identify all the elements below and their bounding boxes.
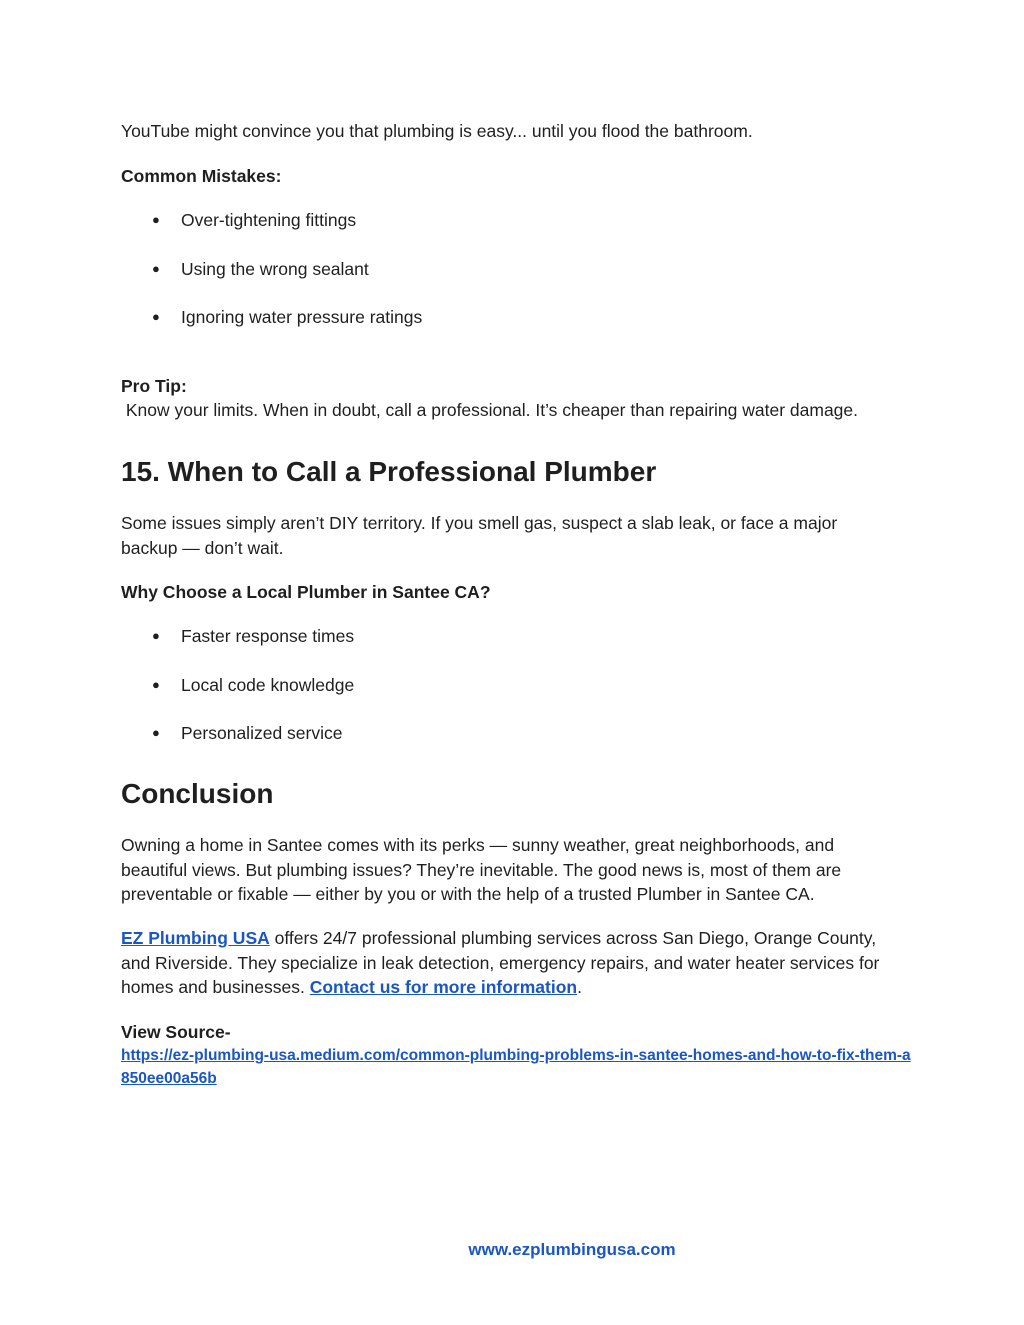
company-description: offers 24/7 professional plumbing services across San Diego, Orange County, and Riverside. They specialize in leak detection, emergency repairs, and water heater services for homes and businesses.	[121, 928, 880, 997]
bullet-icon: ●	[152, 212, 160, 227]
conclusion-paragraph: Owning a home in Santee comes with its perks — sunny weather, great neighborhoods, and beautiful views. But plumbing issues? They’re inevitable. The good news is, most of them are preventable or fixable — either by you or with the help of a trusted Plumber in Santee CA.	[121, 835, 842, 904]
intro-paragraph: YouTube might convince you that plumbing is easy... until you flood the bathroom.	[121, 121, 753, 141]
list-item: ● Over-tightening fittings	[152, 210, 357, 230]
section-15-title: 15. When to Call a Professional Plumber	[121, 456, 657, 487]
view-source-label: View Source-	[121, 1022, 231, 1042]
common-mistakes-list	[121, 208, 911, 329]
source-url-link[interactable]: https://ez-plumbing-usa.medium.com/common-plumbing-problems-in-santee-homes-and-how-to-fix-them-a850ee00a56b	[121, 1047, 911, 1087]
company-paragraph	[121, 926, 896, 1000]
section-15-body: Some issues simply aren’t DIY territory. If you smell gas, suspect a slab leak, or face a major backup — don’t wait.	[121, 513, 838, 558]
bullet-icon: ●	[152, 725, 160, 740]
bullet-icon: ●	[152, 309, 160, 324]
local-plumber-heading: Why Choose a Local Plumber in Santee CA?	[121, 582, 491, 602]
paragraph-end: .	[577, 977, 582, 997]
pro-tip-label: Pro Tip:	[121, 376, 187, 396]
list-item: ● Ignoring water pressure ratings	[152, 307, 423, 327]
bullet-icon: ●	[152, 260, 160, 276]
list-item: ● Faster response times	[152, 626, 355, 646]
common-mistakes-heading: Common Mistakes:	[121, 166, 282, 186]
list-item: ● Using the wrong sealant	[152, 258, 369, 279]
bullet-icon: ●	[152, 628, 160, 643]
pro-tip-text: Know your limits. When in doubt, call a professional. It’s cheaper than repairing water damage.	[121, 400, 859, 420]
company-link[interactable]: EZ Plumbing USA	[121, 928, 270, 948]
list-item: ● Local code knowledge	[152, 674, 355, 695]
local-plumber-list	[121, 624, 911, 745]
bullet-icon: ●	[152, 676, 160, 692]
list-item: ● Personalized service	[152, 723, 343, 743]
footer-website[interactable]: www.ezplumbingusa.com	[468, 1240, 676, 1259]
conclusion-title: Conclusion	[121, 778, 274, 809]
contact-link[interactable]: Contact us for more information	[309, 977, 578, 997]
